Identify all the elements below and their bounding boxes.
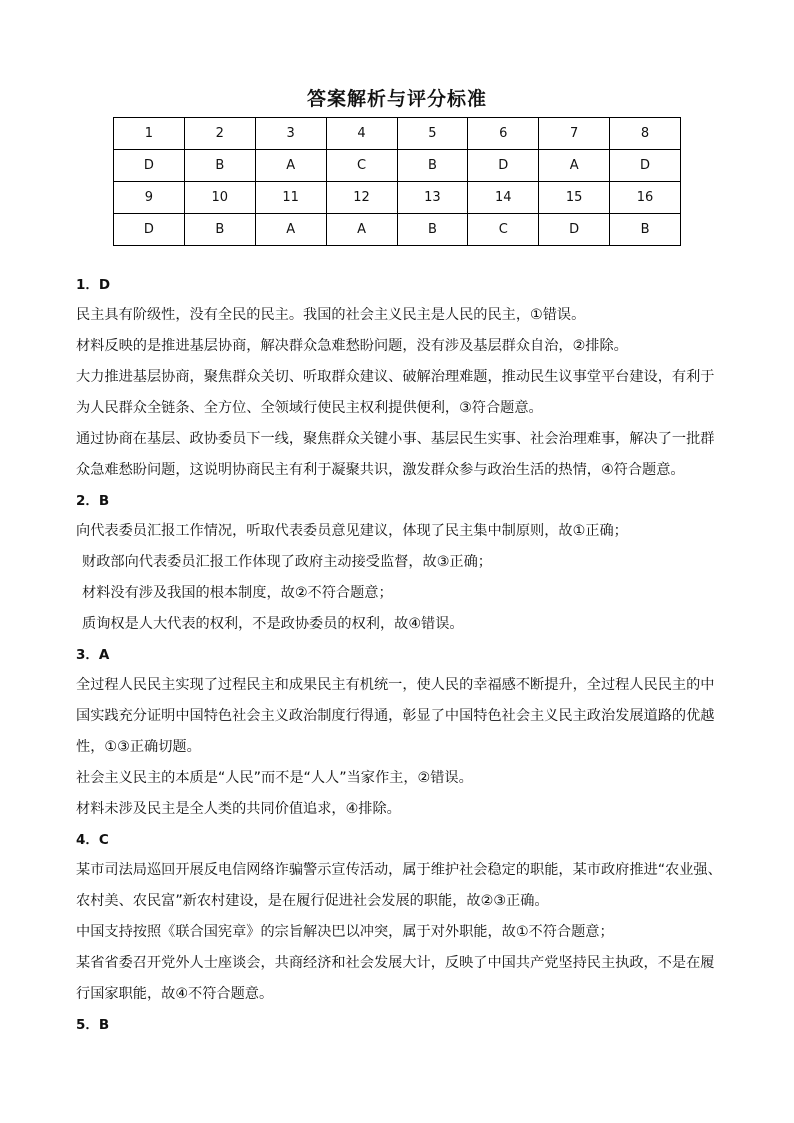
answer-table [113, 117, 681, 246]
table-cell: B [184, 214, 255, 246]
explanation-paragraph: 社会主义民主的本质是“人民”而不是“人人”当家作主，②错误。 [76, 770, 473, 786]
explanation-paragraph: 某市司法局巡回开展反电信网络诈骗警示宣传活动，属于维护社会稳定的职能，某市政府推进“农业强、农村美、农民富”新农村建设，是在履行促进社会发展的职能，故②③正确。 [76, 862, 722, 909]
question-number: 1．D [76, 277, 111, 293]
table-cell: B [184, 150, 255, 182]
question-block [76, 486, 726, 640]
table-cell: 7 [539, 118, 610, 150]
table-cell: 2 [184, 118, 255, 150]
table-cell: C [468, 214, 539, 246]
table-cell: 3 [255, 118, 326, 150]
table-cell: 15 [539, 182, 610, 214]
table-cell: D [114, 150, 185, 182]
table-cell: D [468, 150, 539, 182]
explanation-paragraph: 中国支持按照《联合国宪章》的宗旨解决巴以冲突，属于对外职能，故①不符合题意； [76, 924, 614, 940]
question-block [76, 825, 726, 1010]
table-cell: 10 [184, 182, 255, 214]
table-cell: D [610, 150, 681, 182]
explanation-paragraph: 财政部向代表委员汇报工作体现了政府主动接受监督，故③正确； [82, 554, 492, 570]
explanation-paragraph: 材料没有涉及我国的根本制度，故②不符合题意； [82, 585, 393, 601]
table-cell: 13 [397, 182, 468, 214]
question-block [76, 270, 726, 486]
question-number: 4．C [76, 832, 109, 848]
table-cell: 11 [255, 182, 326, 214]
explanation-paragraph: 材料未涉及民主是全人类的共同价值追求，④排除。 [76, 801, 401, 817]
question-block [76, 640, 726, 825]
table-cell: 9 [114, 182, 185, 214]
table-cell: A [255, 150, 326, 182]
page-title: 答案解析与评分标准 [306, 88, 487, 110]
table-cell: 5 [397, 118, 468, 150]
table-cell: 16 [610, 182, 681, 214]
table-cell: 6 [468, 118, 539, 150]
table-cell: 14 [468, 182, 539, 214]
explanation-paragraph: 材料反映的是推进基层协商，解决群众急难愁盼问题，没有涉及基层群众自治，②排除。 [76, 338, 628, 354]
question-number: 2．B [76, 493, 110, 509]
explanation-paragraph: 质询权是人大代表的权利，不是政协委员的权利，故④错误。 [82, 616, 464, 632]
explanation-paragraph: 全过程人民民主实现了过程民主和成果民主有机统一，使人民的幸福感不断提升，全过程人民民主的中国实践充分证明中国特色社会主义政治制度行得通，彰显了中国特色社会主义民主政治发展道路的优越性，①③正确切题。 [76, 677, 715, 755]
table-cell: B [610, 214, 681, 246]
table-cell: D [114, 214, 185, 246]
table-cell: 12 [326, 182, 397, 214]
explanation-paragraph: 某省省委召开党外人士座谈会，共商经济和社会发展大计，反映了中国共产党坚持民主执政，不是在履行国家职能，故④不符合题意。 [76, 955, 715, 1002]
explanation-paragraph: 向代表委员汇报工作情况，听取代表委员意见建议，体现了民主集中制原则，故①正确； [76, 523, 628, 539]
answer-explanations [76, 270, 726, 1040]
question-number: 5．B [76, 1017, 110, 1033]
table-row [114, 214, 681, 246]
question-number: 3．A [76, 647, 110, 663]
table-cell: 8 [610, 118, 681, 150]
table-cell: B [397, 150, 468, 182]
table-cell: C [326, 150, 397, 182]
table-cell: D [539, 214, 610, 246]
explanation-paragraph: 民主具有阶级性，没有全民的民主。我国的社会主义民主是人民的民主，①错误。 [76, 307, 586, 323]
table-row [114, 182, 681, 214]
table-cell: 4 [326, 118, 397, 150]
question-block [76, 1010, 726, 1040]
table-cell: 1 [114, 118, 185, 150]
table-cell: B [397, 214, 468, 246]
table-row [114, 150, 681, 182]
explanation-paragraph: 通过协商在基层、政协委员下一线，聚焦群众关键小事、基层民生实事、社会治理难事，解决了一批群众急难愁盼问题，这说明协商民主有利于凝聚共识，激发群众参与政治生活的热情，④符合题意。 [76, 431, 715, 478]
table-cell: A [539, 150, 610, 182]
table-row [114, 118, 681, 150]
explanation-paragraph: 大力推进基层协商，聚焦群众关切、听取群众建议、破解治理难题，推动民生议事堂平台建设，有利于为人民群众全链条、全方位、全领域行使民主权利提供便利，③符合题意。 [76, 369, 715, 416]
table-cell: A [326, 214, 397, 246]
table-cell: A [255, 214, 326, 246]
